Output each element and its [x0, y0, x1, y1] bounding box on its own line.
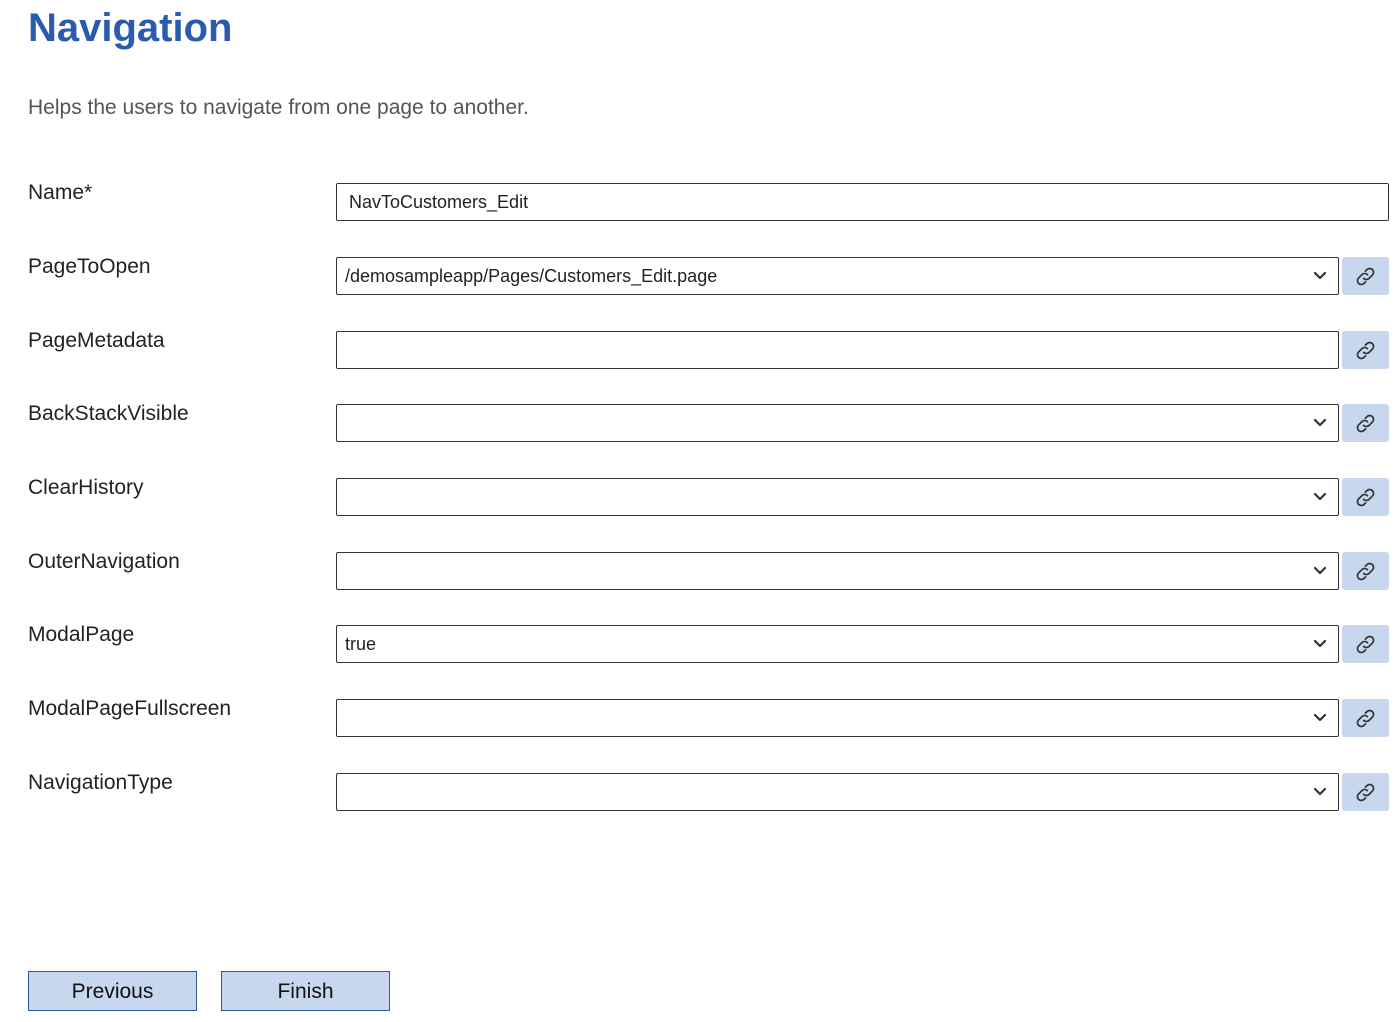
link-icon: [1354, 781, 1377, 804]
outer-navigation-select[interactable]: [336, 552, 1339, 590]
back-stack-visible-link-button[interactable]: [1342, 404, 1389, 442]
field-label-back-stack-visible: BackStackVisible: [28, 402, 189, 425]
chevron-down-icon: [1312, 709, 1328, 725]
page-metadata-field[interactable]: [336, 331, 1339, 369]
chevron-down-icon: [1312, 562, 1328, 578]
form-row-name: [0, 183, 1400, 223]
form-row-outer-navigation: [0, 552, 1400, 592]
name-input[interactable]: [337, 184, 1388, 220]
form-row-page-metadata: [0, 331, 1400, 371]
chevron-down-icon: [1312, 414, 1328, 430]
link-icon: [1354, 633, 1377, 656]
link-icon: [1354, 486, 1377, 509]
finish-button[interactable]: Finish: [221, 971, 390, 1011]
page-to-open-value: /demosampleapp/Pages/Customers_Edit.page: [345, 266, 718, 286]
field-label-modal-page-fullscreen: ModalPageFullscreen: [28, 697, 232, 720]
form-row-navigation-type: [0, 773, 1400, 813]
link-icon: [1354, 412, 1377, 435]
link-icon: [1354, 265, 1377, 288]
form-row-page-to-open: [0, 257, 1400, 297]
back-stack-visible-select[interactable]: [336, 404, 1339, 442]
chevron-down-icon: [1312, 488, 1328, 504]
field-label-page-to-open: PageToOpen: [28, 255, 151, 278]
field-label-clear-history: ClearHistory: [28, 476, 144, 499]
form-row-clear-history: [0, 478, 1400, 518]
modal-page-select[interactable]: [336, 625, 1339, 663]
modal-page-value: true: [345, 634, 377, 654]
link-icon: [1354, 560, 1377, 583]
page-title: Navigation: [28, 6, 233, 50]
chevron-down-icon: [1312, 783, 1328, 799]
field-label-page-metadata: PageMetadata: [28, 329, 165, 352]
form-row-modal-page-fullscreen: [0, 699, 1400, 739]
link-icon: [1354, 707, 1377, 730]
outer-navigation-link-button[interactable]: [1342, 552, 1389, 590]
previous-button[interactable]: Previous: [28, 971, 197, 1011]
navigation-type-select[interactable]: [336, 773, 1339, 811]
field-label-name: Name*: [28, 181, 93, 204]
chevron-down-icon: [1312, 635, 1328, 651]
modal-page-fullscreen-link-button[interactable]: [1342, 699, 1389, 737]
page-to-open-link-button[interactable]: [1342, 257, 1389, 295]
clear-history-link-button[interactable]: [1342, 478, 1389, 516]
page-metadata-input[interactable]: [337, 332, 1338, 368]
clear-history-select[interactable]: [336, 478, 1339, 516]
page-metadata-link-button[interactable]: [1342, 331, 1389, 369]
link-icon: [1354, 339, 1377, 362]
name-field[interactable]: [336, 183, 1389, 221]
modal-page-fullscreen-select[interactable]: [336, 699, 1339, 737]
field-label-outer-navigation: OuterNavigation: [28, 550, 180, 573]
page-to-open-select[interactable]: [336, 257, 1339, 295]
form-row-modal-page: [0, 625, 1400, 665]
navigation-type-link-button[interactable]: [1342, 773, 1389, 811]
field-label-modal-page: ModalPage: [28, 623, 135, 646]
field-label-navigation-type: NavigationType: [28, 771, 173, 794]
chevron-down-icon: [1312, 267, 1328, 283]
modal-page-link-button[interactable]: [1342, 625, 1389, 663]
form-row-back-stack-visible: [0, 404, 1400, 444]
page-description: Helps the users to navigate from one page to another.: [28, 96, 529, 119]
